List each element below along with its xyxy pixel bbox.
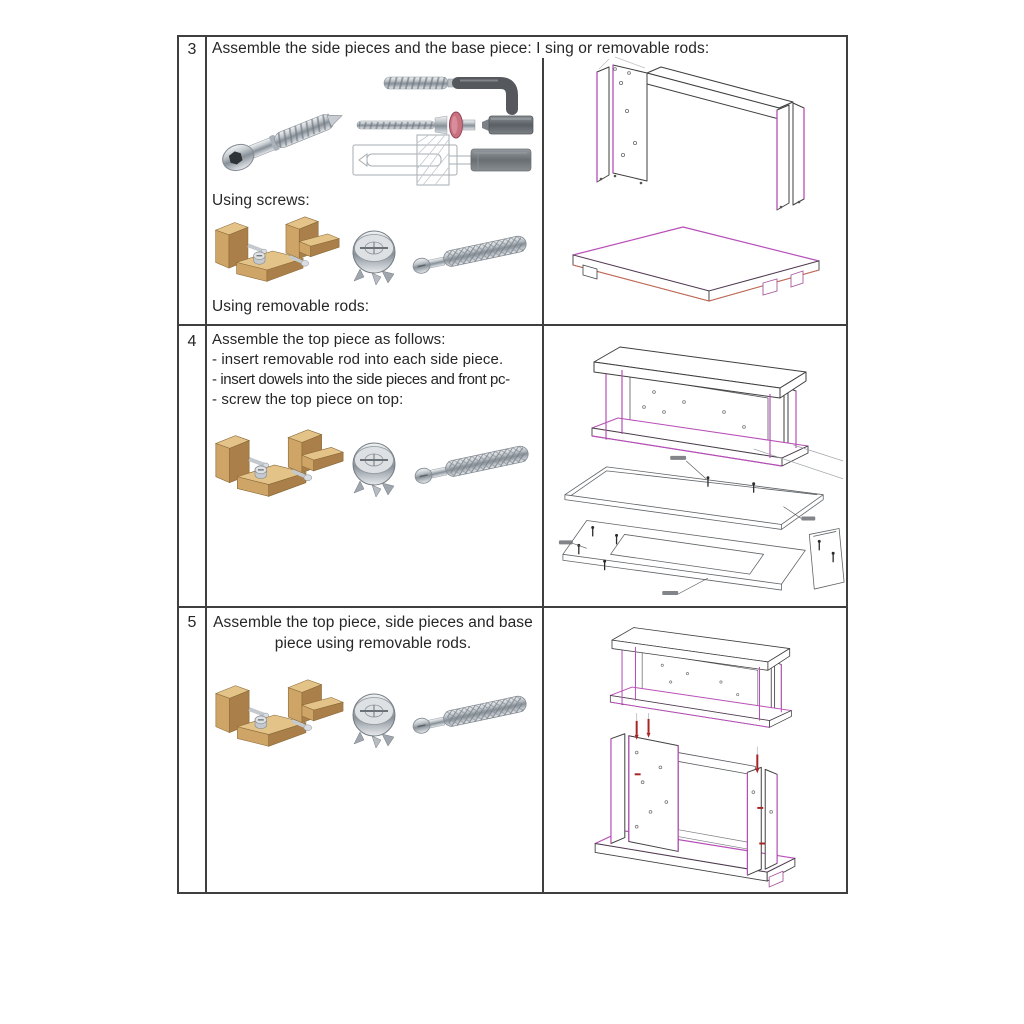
step-instructions — [212, 612, 534, 654]
knurled-removable-rod-icon — [408, 225, 536, 281]
instruction-line: - insert dowels into the side pieces and front pc- — [212, 371, 510, 388]
step-number: 5 — [187, 614, 197, 631]
rod-insertion-diagram — [351, 129, 537, 191]
wood-joint-blocks-icon — [210, 425, 345, 505]
cam-lock-icon — [348, 439, 402, 497]
step-instructions — [212, 331, 510, 411]
step-number: 4 — [187, 333, 197, 350]
frame-on-base-drawing — [590, 713, 802, 889]
wood-joint-blocks-icon — [210, 675, 345, 755]
assembled-bench-drawing — [588, 615, 812, 729]
row-divider-4-5 — [179, 606, 846, 608]
content-column-divider-row3 — [542, 58, 544, 324]
row-divider-3-4 — [179, 324, 846, 326]
instruction-line: Assemble the top piece, side pieces and base — [213, 614, 533, 631]
confirmat-screw-icon — [205, 95, 353, 187]
content-column-divider-rows45 — [542, 326, 544, 892]
step-table — [177, 35, 848, 894]
exploded-assembly-drawing — [558, 445, 846, 600]
label-using-removable-rods: Using removable rods: — [212, 298, 370, 315]
label-using-screws: Using screws: — [212, 192, 310, 209]
base-piece-drawing — [567, 217, 825, 313]
instruction-line: - screw the top piece on top: — [212, 391, 404, 408]
cam-lock-icon — [348, 227, 402, 285]
step-title: Assemble the side pieces and the base piece: I sing or removable rods: — [212, 40, 710, 57]
knurled-removable-rod-icon — [410, 435, 538, 491]
wood-joint-blocks-icon — [208, 213, 343, 289]
instruction-line: - insert removable rod into each side piece. — [212, 351, 504, 368]
side-pieces-frame-drawing — [585, 55, 805, 227]
instruction-line: piece using removable rods. — [274, 635, 472, 652]
instruction-line: Assemble the top piece as follows: — [212, 331, 446, 348]
knurled-removable-rod-icon — [408, 685, 536, 741]
cam-lock-icon — [348, 690, 402, 748]
step-number: 3 — [187, 41, 197, 58]
